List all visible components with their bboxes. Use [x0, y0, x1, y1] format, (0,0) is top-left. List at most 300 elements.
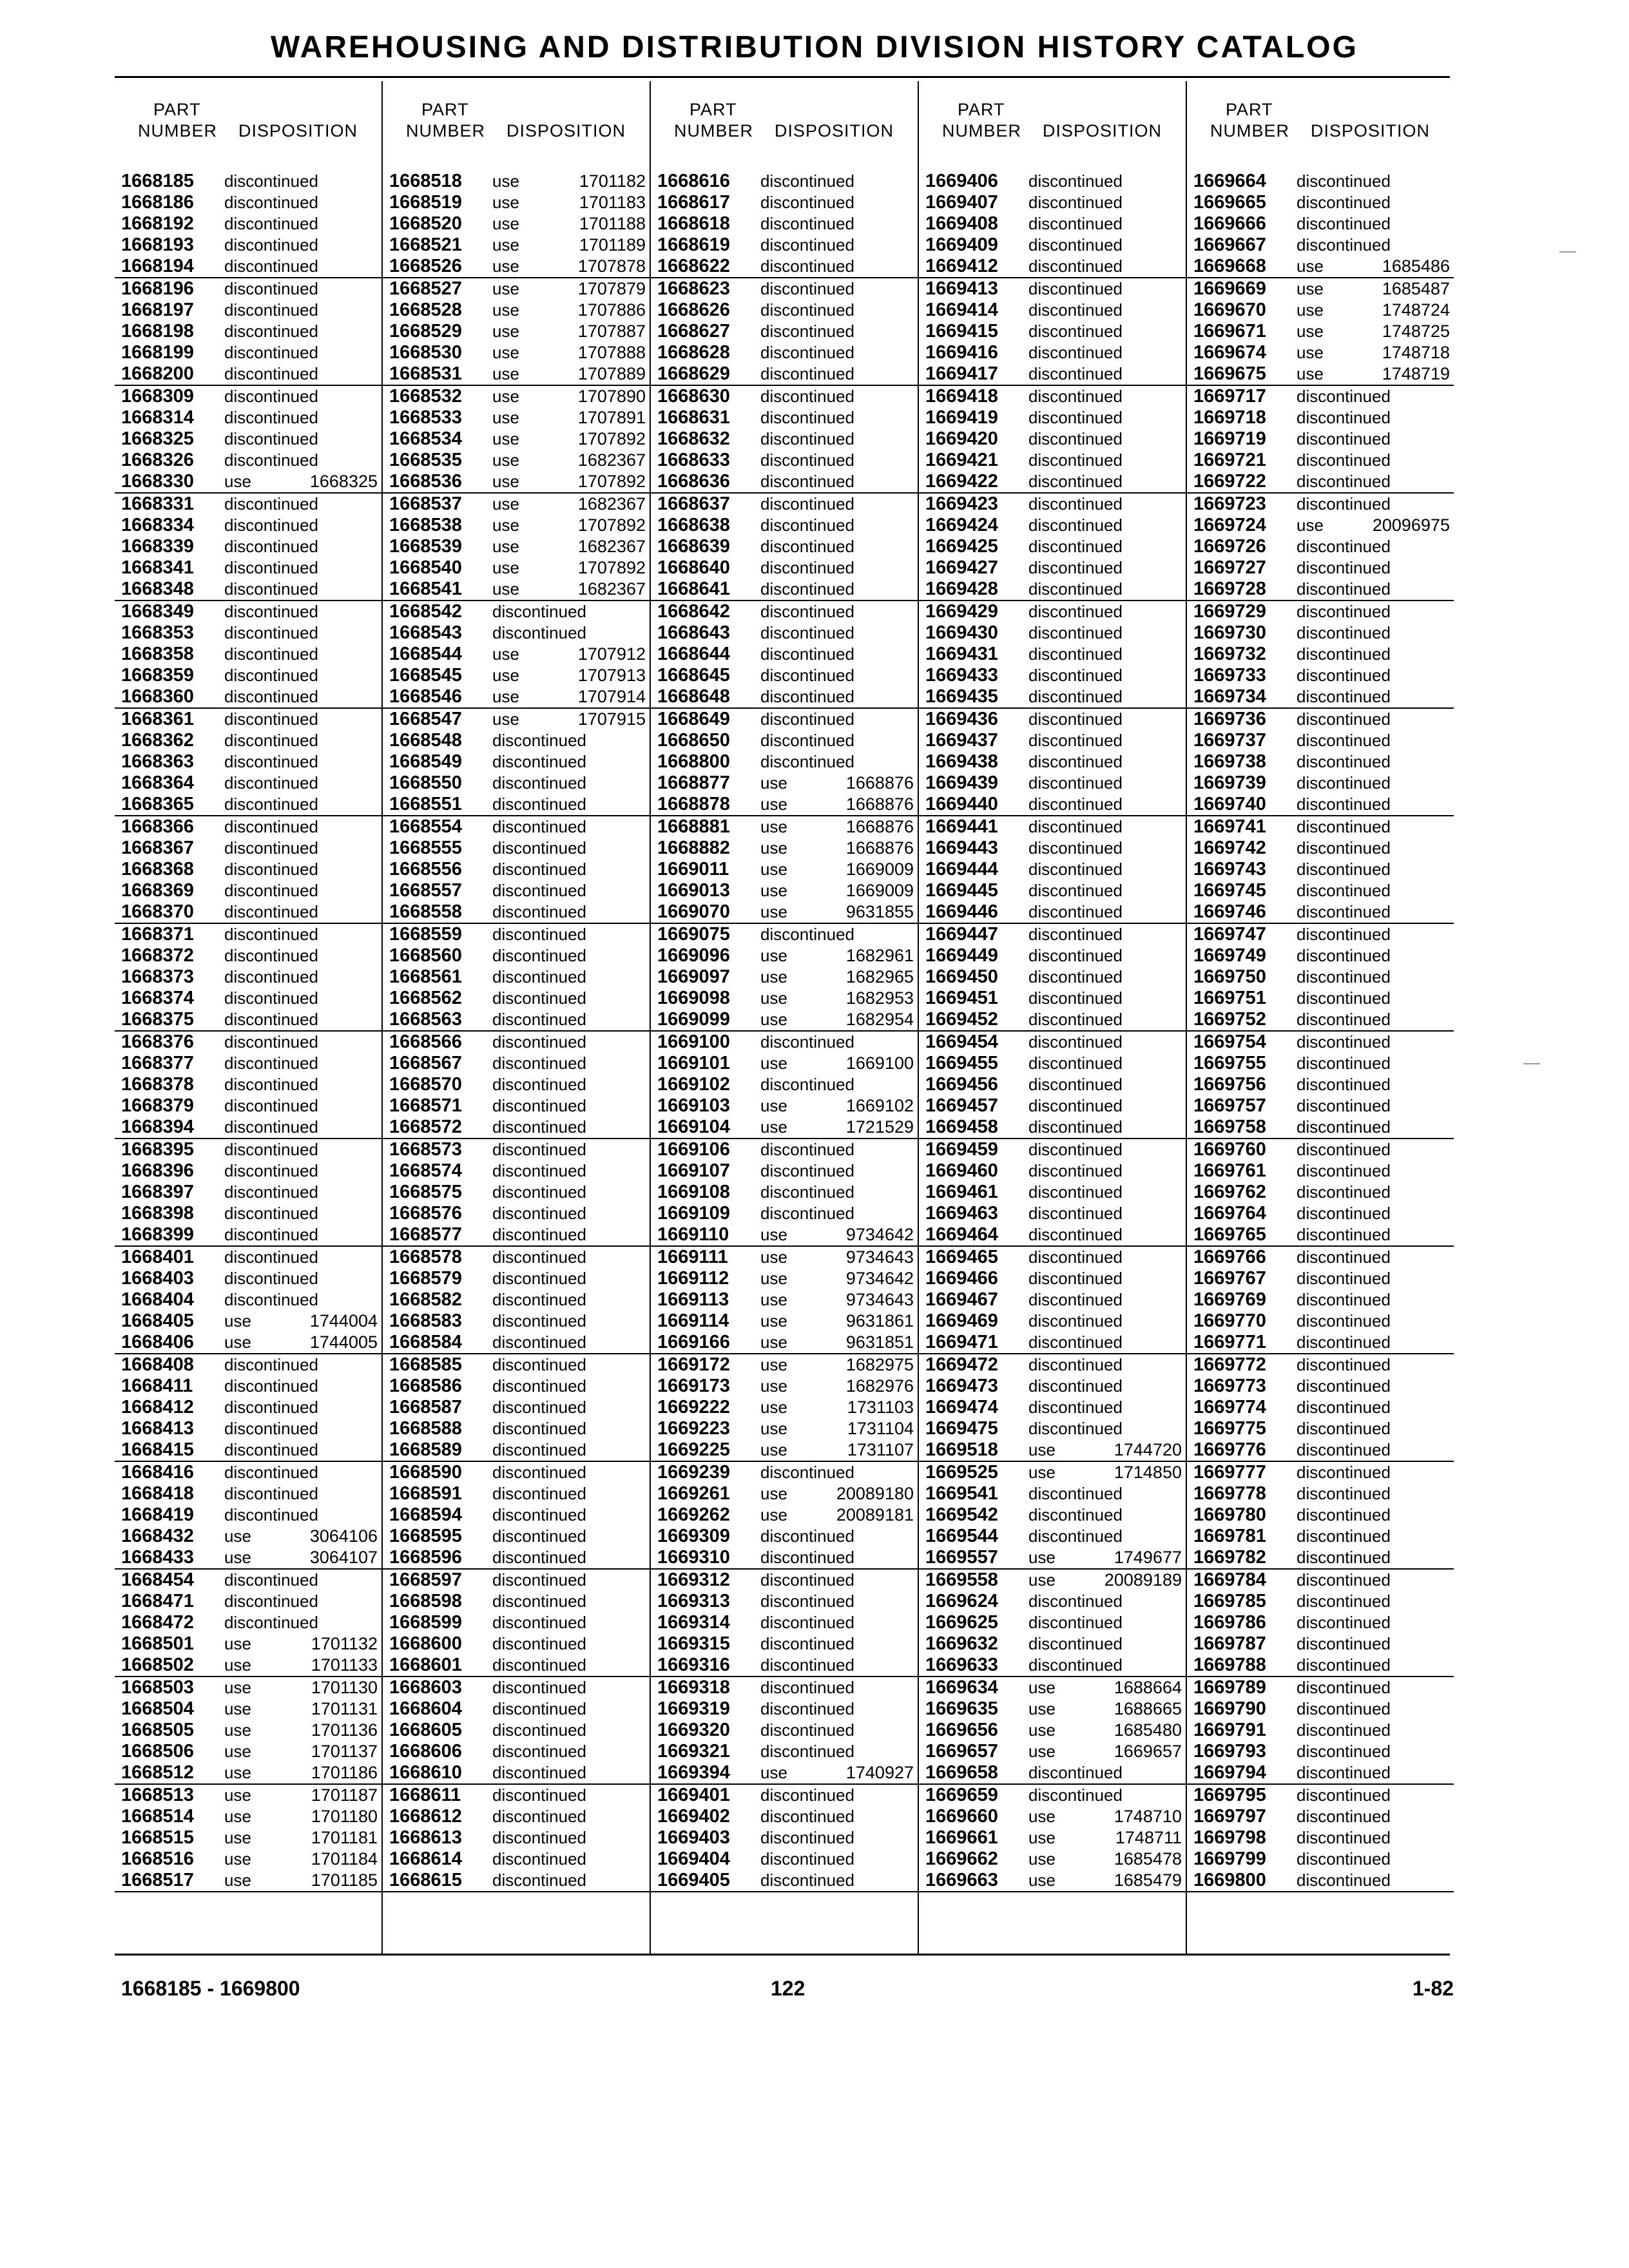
part-number: 1669660	[925, 1806, 998, 1827]
table-row	[1187, 665, 1454, 686]
table-row	[383, 1203, 650, 1224]
part-number: 1669427	[925, 557, 998, 578]
table-row	[115, 1591, 381, 1612]
table-row	[115, 644, 381, 665]
replacement-part-number: 1669009	[845, 881, 914, 900]
disposition: discontinued	[760, 623, 854, 642]
part-number: 1668644	[657, 644, 730, 664]
disposition: discontinued	[492, 1140, 586, 1159]
disposition: discontinued	[1296, 1548, 1391, 1567]
disposition-use: use	[492, 450, 519, 470]
disposition: discontinued	[224, 1010, 318, 1029]
part-number: 1669316	[657, 1655, 730, 1675]
table-row	[383, 1418, 650, 1439]
disposition: discontinued	[224, 408, 318, 427]
part-number: 1668366	[121, 816, 194, 837]
table-row	[1187, 1806, 1454, 1827]
disposition: discontinued	[1296, 946, 1391, 965]
table-row	[115, 557, 381, 579]
table-row	[1187, 1547, 1454, 1570]
table-row	[919, 773, 1186, 794]
part-number: 1669414	[925, 300, 998, 320]
part-number: 1668645	[657, 665, 730, 686]
disposition: discontinued	[224, 602, 318, 621]
replacement-part-number: 1707892	[577, 515, 646, 535]
part-number: 1668582	[389, 1289, 462, 1310]
table-row	[1187, 644, 1454, 665]
disposition: discontinued	[492, 881, 586, 900]
disposition: discontinued	[1296, 1591, 1391, 1611]
disposition: discontinued	[224, 838, 318, 858]
table-row	[1187, 686, 1454, 709]
part-number: 1669438	[925, 751, 998, 772]
table-row	[115, 1698, 381, 1720]
part-number: 1668353	[121, 622, 194, 643]
table-row	[651, 471, 918, 494]
part-number: 1668325	[121, 428, 194, 449]
replacement-part-number: 1685479	[1113, 1870, 1182, 1890]
table-row	[383, 1117, 650, 1139]
table-row	[115, 1354, 381, 1376]
part-number: 1669774	[1193, 1397, 1266, 1418]
part-number: 1668372	[121, 945, 194, 966]
part-number: 1669781	[1193, 1526, 1266, 1546]
header-part-label: PART	[689, 100, 737, 119]
part-number: 1668558	[389, 901, 462, 922]
disposition: discontinued	[1296, 1742, 1391, 1761]
disposition: discontinued	[224, 537, 318, 556]
table-row	[919, 1268, 1186, 1289]
part-number: 1668376	[121, 1032, 194, 1052]
table-row	[919, 386, 1186, 407]
disposition: discontinued	[1028, 256, 1123, 276]
part-number: 1668595	[389, 1526, 462, 1546]
table-row	[115, 1741, 381, 1762]
replacement-part-number: 1744004	[309, 1311, 378, 1331]
part-number: 1668521	[389, 235, 462, 255]
part-number: 1668513	[121, 1785, 194, 1805]
column-header-labels	[651, 121, 918, 142]
catalog-column	[383, 100, 650, 1890]
part-number: 1669437	[925, 730, 998, 751]
table-row	[383, 1311, 650, 1332]
replacement-part-number: 1688664	[1113, 1678, 1182, 1697]
part-number: 1668411	[121, 1376, 193, 1396]
table-row	[919, 859, 1186, 880]
part-number: 1669777	[1193, 1462, 1266, 1483]
disposition: discontinued	[1296, 1505, 1391, 1524]
table-row	[383, 428, 650, 450]
table-row	[919, 924, 1186, 945]
replacement-part-number: 9631861	[845, 1311, 914, 1331]
table-row	[919, 794, 1186, 816]
table-row	[1187, 794, 1454, 816]
part-number: 1668517	[121, 1870, 194, 1890]
part-number: 1668612	[389, 1806, 462, 1827]
part-number: 1668192	[121, 213, 194, 234]
margin-mark	[1559, 251, 1576, 253]
part-number: 1668574	[389, 1160, 462, 1181]
table-row	[115, 794, 381, 816]
part-number: 1668408	[121, 1354, 194, 1375]
table-row	[383, 1633, 650, 1655]
table-row	[1187, 1570, 1454, 1591]
table-row	[919, 1117, 1186, 1139]
table-row	[383, 1785, 650, 1806]
disposition: discontinued	[224, 1440, 318, 1459]
column-header-labels	[1187, 121, 1454, 142]
table-row	[383, 1677, 650, 1698]
table-row	[383, 1483, 650, 1504]
part-number: 1669721	[1193, 450, 1266, 470]
disposition: discontinued	[492, 925, 586, 944]
part-number: 1668348	[121, 579, 194, 599]
disposition-use: use	[760, 1010, 787, 1029]
disposition: discontinued	[224, 214, 318, 233]
disposition-use: use	[760, 1332, 787, 1352]
part-number: 1669261	[657, 1483, 730, 1504]
disposition-use: use	[492, 279, 519, 298]
disposition: discontinued	[1028, 1247, 1123, 1267]
part-number: 1669741	[1193, 816, 1266, 837]
table-row	[383, 386, 650, 407]
table-row	[919, 988, 1186, 1009]
replacement-part-number: 1701136	[311, 1720, 378, 1740]
part-number: 1668472	[121, 1612, 194, 1633]
replacement-part-number: 1707892	[577, 472, 646, 491]
part-number: 1669800	[1193, 1870, 1266, 1890]
table-row	[1187, 1311, 1454, 1332]
disposition: discontinued	[1028, 1398, 1123, 1417]
table-row	[651, 1376, 918, 1397]
part-number: 1668503	[121, 1677, 194, 1698]
disposition: discontinued	[1296, 860, 1391, 879]
table-row	[651, 1483, 918, 1504]
disposition: discontinued	[1028, 450, 1123, 470]
disposition-use: use	[492, 387, 519, 406]
table-row	[383, 1160, 650, 1182]
disposition: discontinued	[224, 494, 318, 514]
table-row	[651, 1827, 918, 1849]
replacement-part-number: 1707878	[577, 256, 646, 276]
table-row	[1187, 1268, 1454, 1289]
disposition: discontinued	[760, 322, 854, 341]
table-row	[115, 1182, 381, 1203]
part-number: 1668379	[121, 1095, 194, 1116]
header-number-label: NUMBER	[942, 121, 1022, 140]
part-number: 1669407	[925, 192, 998, 213]
part-number: 1669762	[1193, 1182, 1266, 1202]
part-number: 1669173	[657, 1376, 730, 1396]
disposition: discontinued	[760, 1720, 854, 1740]
column-rows	[115, 171, 381, 1892]
table-row	[383, 794, 650, 816]
replacement-part-number: 1669657	[1113, 1742, 1182, 1761]
part-number: 1669657	[925, 1741, 998, 1762]
replacement-part-number: 1707892	[577, 558, 646, 577]
table-row	[651, 1462, 918, 1483]
part-number: 1669445	[925, 880, 998, 901]
disposition-use: use	[760, 1419, 787, 1438]
part-number: 1668326	[121, 450, 194, 470]
table-row	[651, 1289, 918, 1311]
replacement-part-number: 1669009	[845, 860, 914, 879]
table-row	[383, 494, 650, 515]
part-number: 1669449	[925, 945, 998, 966]
disposition: discontinued	[760, 709, 854, 729]
table-row	[919, 342, 1186, 363]
disposition: discontinued	[1296, 472, 1391, 491]
column-header-labels	[115, 121, 381, 142]
part-number: 1669113	[657, 1289, 729, 1310]
header-number-label: NUMBER	[674, 121, 754, 140]
replacement-part-number: 1731107	[847, 1440, 914, 1459]
disposition: discontinued	[1296, 1140, 1391, 1159]
disposition-use: use	[492, 322, 519, 341]
replacement-part-number: 1707879	[577, 279, 646, 298]
part-number: 1669106	[657, 1139, 730, 1160]
part-number: 1668650	[657, 730, 730, 751]
part-number: 1668550	[389, 773, 462, 793]
table-row	[115, 1289, 381, 1311]
part-number: 1668599	[389, 1612, 462, 1633]
table-row	[115, 1785, 381, 1806]
part-number: 1669098	[657, 988, 730, 1008]
disposition: discontinued	[760, 387, 854, 406]
table-row	[115, 601, 381, 622]
disposition: discontinued	[760, 644, 854, 664]
disposition: discontinued	[1028, 300, 1123, 320]
part-number: 1668538	[389, 515, 462, 535]
table-row	[1187, 1591, 1454, 1612]
replacement-part-number: 1707890	[577, 387, 646, 406]
table-row	[651, 1332, 918, 1354]
replacement-part-number: 1668876	[845, 817, 914, 836]
part-number: 1669786	[1193, 1612, 1266, 1633]
part-number: 1668377	[121, 1053, 194, 1073]
table-row	[651, 342, 918, 363]
disposition: discontinued	[224, 1140, 318, 1159]
part-number: 1669722	[1193, 471, 1266, 492]
part-number: 1668572	[389, 1117, 462, 1137]
table-row	[651, 1698, 918, 1720]
table-row	[115, 1526, 381, 1547]
table-row	[651, 1224, 918, 1247]
table-row	[919, 1439, 1186, 1462]
table-row	[651, 536, 918, 557]
replacement-part-number: 1701184	[311, 1849, 378, 1869]
table-row	[383, 1762, 650, 1785]
disposition: discontinued	[1296, 1398, 1391, 1417]
table-row	[651, 924, 918, 945]
disposition: discontinued	[1296, 1849, 1391, 1869]
part-number: 1668546	[389, 686, 462, 707]
table-row	[115, 1397, 381, 1418]
part-number: 1669671	[1193, 321, 1266, 341]
footer-range: 1668185 - 1669800	[121, 1977, 300, 2000]
disposition: discontinued	[1028, 731, 1123, 750]
disposition: discontinued	[1028, 472, 1123, 491]
disposition: discontinued	[1296, 967, 1391, 986]
part-number: 1669455	[925, 1053, 998, 1073]
table-row	[383, 1827, 650, 1849]
part-number: 1669751	[1193, 988, 1266, 1008]
part-number: 1669778	[1193, 1483, 1266, 1504]
part-number: 1669769	[1193, 1289, 1266, 1310]
part-number: 1668587	[389, 1397, 462, 1418]
disposition: discontinued	[224, 687, 318, 706]
table-row	[919, 1785, 1186, 1806]
part-number: 1669658	[925, 1762, 998, 1783]
part-number: 1669099	[657, 1009, 730, 1030]
part-number: 1668641	[657, 579, 730, 599]
part-number: 1668432	[121, 1526, 194, 1546]
disposition: discontinued	[1028, 1140, 1123, 1159]
table-row	[1187, 579, 1454, 601]
disposition: discontinued	[492, 1398, 586, 1417]
disposition: discontinued	[1028, 1290, 1123, 1309]
disposition: discontinued	[1296, 1376, 1391, 1396]
part-number: 1669412	[925, 256, 998, 276]
disposition-use: use	[492, 235, 519, 255]
disposition: discontinued	[224, 925, 318, 944]
disposition: discontinued	[1296, 450, 1391, 470]
table-row	[383, 515, 650, 536]
table-row	[115, 1418, 381, 1439]
table-row	[919, 816, 1186, 838]
part-number: 1668194	[121, 256, 194, 276]
part-number: 1669314	[657, 1612, 730, 1633]
disposition-use: use	[760, 1484, 787, 1503]
table-row	[651, 1268, 918, 1289]
part-number: 1668590	[389, 1462, 462, 1483]
part-number: 1669315	[657, 1633, 730, 1654]
table-row	[651, 751, 918, 773]
table-row	[919, 1139, 1186, 1160]
table-row	[651, 407, 918, 428]
part-number: 1668412	[121, 1397, 194, 1418]
table-row	[919, 880, 1186, 901]
part-number: 1669421	[925, 450, 998, 470]
table-row	[383, 859, 650, 880]
replacement-part-number: 1685486	[1382, 256, 1450, 276]
table-row	[1187, 1439, 1454, 1462]
disposition: discontinued	[1296, 1075, 1391, 1094]
disposition: discontinued	[224, 279, 318, 298]
part-number: 1669451	[925, 988, 998, 1008]
part-number: 1669459	[925, 1139, 998, 1160]
table-row	[383, 1224, 650, 1247]
part-number: 1668373	[121, 966, 194, 987]
disposition: discontinued	[1028, 279, 1123, 298]
replacement-part-number: 9734643	[845, 1290, 914, 1309]
part-number: 1668198	[121, 321, 194, 341]
disposition: discontinued	[224, 1225, 318, 1244]
table-row	[651, 1806, 918, 1827]
disposition-use: use	[1296, 515, 1324, 535]
table-row	[919, 471, 1186, 494]
part-number: 1668185	[121, 171, 194, 191]
part-number: 1669070	[657, 901, 730, 922]
table-row	[651, 1009, 918, 1032]
table-row	[651, 988, 918, 1009]
disposition: discontinued	[760, 537, 854, 556]
table-row	[651, 1439, 918, 1462]
part-number: 1669756	[1193, 1074, 1266, 1095]
table-row	[383, 751, 650, 773]
table-row	[383, 321, 650, 342]
table-row	[115, 1849, 381, 1870]
disposition: discontinued	[224, 579, 318, 599]
disposition-use: use	[1296, 279, 1324, 298]
replacement-part-number: 1668876	[845, 838, 914, 858]
disposition: discontinued	[1296, 752, 1391, 771]
table-row	[919, 1397, 1186, 1418]
replacement-part-number: 1688665	[1113, 1699, 1182, 1718]
table-row	[1187, 1376, 1454, 1397]
table-row	[1187, 1785, 1454, 1806]
replacement-part-number: 9734642	[845, 1269, 914, 1288]
table-row	[919, 644, 1186, 665]
disposition: discontinued	[492, 623, 586, 642]
part-number: 1669473	[925, 1376, 998, 1396]
disposition-use: use	[492, 537, 519, 556]
replacement-part-number: 1707887	[577, 322, 646, 341]
part-number: 1669790	[1193, 1698, 1266, 1719]
replacement-part-number: 1707886	[577, 300, 646, 320]
disposition: discontinued	[760, 1548, 854, 1567]
part-number: 1669758	[1193, 1117, 1266, 1137]
part-number: 1669787	[1193, 1633, 1266, 1654]
disposition: discontinued	[1296, 602, 1391, 621]
disposition: discontinued	[760, 1742, 854, 1761]
table-row	[919, 363, 1186, 386]
table-row	[651, 1785, 918, 1806]
table-row	[651, 1655, 918, 1677]
part-number: 1669225	[657, 1439, 730, 1460]
disposition-use: use	[492, 709, 519, 729]
disposition: discontinued	[1296, 1440, 1391, 1459]
table-row	[115, 1677, 381, 1698]
part-number: 1669755	[1193, 1053, 1266, 1073]
disposition: discontinued	[1028, 860, 1123, 879]
replacement-part-number: 1682975	[845, 1355, 914, 1374]
part-number: 1668314	[121, 407, 194, 428]
table-row	[383, 880, 650, 901]
table-row	[383, 665, 650, 686]
table-row	[383, 988, 650, 1009]
part-number: 1668358	[121, 644, 194, 664]
part-number: 1668577	[389, 1224, 462, 1245]
table-row	[919, 1224, 1186, 1247]
replacement-part-number: 1701186	[311, 1763, 378, 1782]
part-number: 1669424	[925, 515, 998, 535]
part-number: 1668579	[389, 1268, 462, 1289]
disposition: discontinued	[1296, 794, 1391, 814]
part-number: 1668365	[121, 794, 194, 814]
disposition: discontinued	[1296, 1332, 1391, 1352]
table-row	[383, 1462, 650, 1483]
disposition: discontinued	[760, 1678, 854, 1697]
disposition: discontinued	[1296, 1355, 1391, 1374]
disposition: discontinued	[760, 515, 854, 535]
table-row	[115, 1547, 381, 1570]
table-row	[115, 1612, 381, 1633]
part-number: 1668570	[389, 1074, 462, 1095]
table-row	[115, 363, 381, 386]
disposition: discontinued	[1028, 1484, 1123, 1503]
disposition: discontinued	[1296, 1161, 1391, 1180]
